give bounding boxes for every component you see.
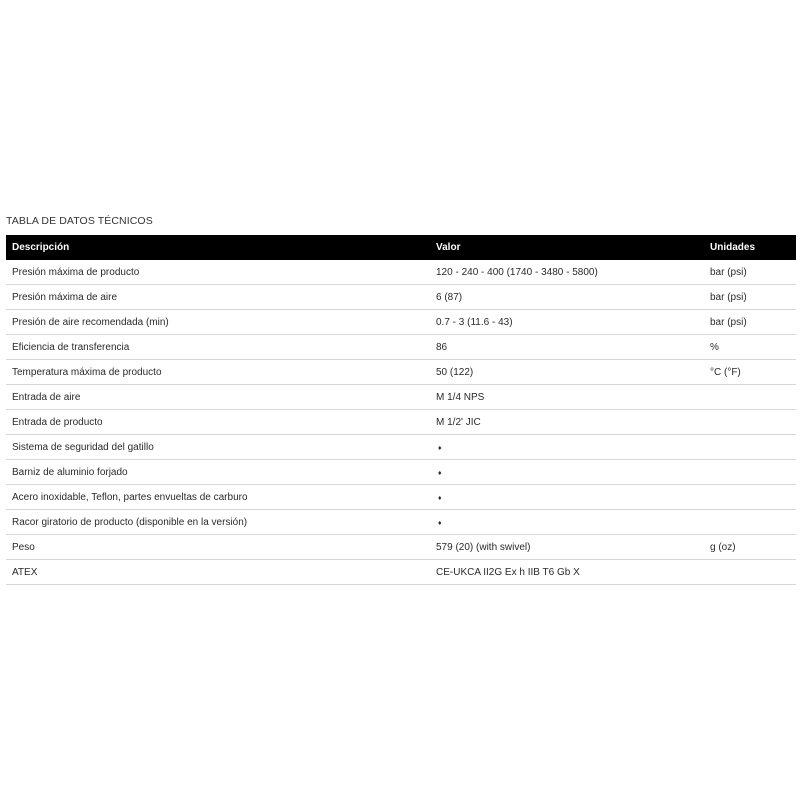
row-units: bar (psi): [704, 285, 796, 310]
row-description: Temperatura máxima de producto: [6, 360, 431, 385]
table-row: [6, 560, 796, 585]
row-value: [431, 460, 704, 485]
row-description: Entrada de producto: [6, 410, 431, 435]
row-units: %: [704, 335, 796, 360]
table-row: [6, 335, 796, 360]
row-description: Barniz de aluminio forjado: [6, 460, 431, 485]
row-description: Presión máxima de aire: [6, 285, 431, 310]
table-row: [6, 260, 796, 285]
row-value: 120 - 240 - 400 (1740 - 3480 - 5800): [431, 260, 704, 285]
row-units: bar (psi): [704, 260, 796, 285]
row-units: [704, 560, 796, 585]
row-value: M 1/2' JIC: [431, 410, 704, 435]
row-value: [431, 485, 704, 510]
bullet-diamond-icon: ♦: [438, 469, 442, 477]
table-row: [6, 535, 796, 560]
row-description: Peso: [6, 535, 431, 560]
table-row: [6, 285, 796, 310]
row-units: [704, 485, 796, 510]
row-units: [704, 410, 796, 435]
bullet-diamond-icon: ♦: [438, 444, 442, 452]
row-value: 579 (20) (with swivel): [431, 535, 704, 560]
row-value: [431, 435, 704, 460]
row-value: 50 (122): [431, 360, 704, 385]
technical-data-table: [6, 235, 796, 585]
header-units: Unidades: [704, 235, 796, 260]
table-header: [6, 235, 796, 260]
row-value: M 1/4 NPS: [431, 385, 704, 410]
row-units: bar (psi): [704, 310, 796, 335]
table-row: [6, 310, 796, 335]
table-row: [6, 460, 796, 485]
row-units: [704, 510, 796, 535]
row-description: Presión de aire recomendada (min): [6, 310, 431, 335]
table-body: [6, 260, 796, 585]
row-value: 6 (87): [431, 285, 704, 310]
row-value: [431, 510, 704, 535]
row-value: 0.7 - 3 (11.6 - 43): [431, 310, 704, 335]
row-value: 86: [431, 335, 704, 360]
table-row: [6, 410, 796, 435]
row-description: Presión máxima de producto: [6, 260, 431, 285]
header-row: [6, 235, 796, 260]
row-units: [704, 385, 796, 410]
row-value: CE-UKCA II2G Ex h IIB T6 Gb X: [431, 560, 704, 585]
row-description: Sistema de seguridad del gatillo: [6, 435, 431, 460]
row-description: ATEX: [6, 560, 431, 585]
row-units: [704, 435, 796, 460]
header-description: Descripción: [6, 235, 431, 260]
row-description: Racor giratorio de producto (disponible en la versión): [6, 510, 431, 535]
row-description: Entrada de aire: [6, 385, 431, 410]
row-units: °C (°F): [704, 360, 796, 385]
bullet-diamond-icon: ♦: [438, 494, 442, 502]
table-row: [6, 385, 796, 410]
table-row: [6, 510, 796, 535]
bullet-diamond-icon: ♦: [438, 519, 442, 527]
section-title: TABLA DE DATOS TÉCNICOS: [6, 215, 153, 227]
row-units: [704, 460, 796, 485]
row-description: Acero inoxidable, Teflon, partes envueltas de carburo: [6, 485, 431, 510]
table-row: [6, 485, 796, 510]
header-value: Valor: [431, 235, 704, 260]
table-row: [6, 360, 796, 385]
table-row: [6, 435, 796, 460]
row-units: g (oz): [704, 535, 796, 560]
row-description: Eficiencia de transferencia: [6, 335, 431, 360]
